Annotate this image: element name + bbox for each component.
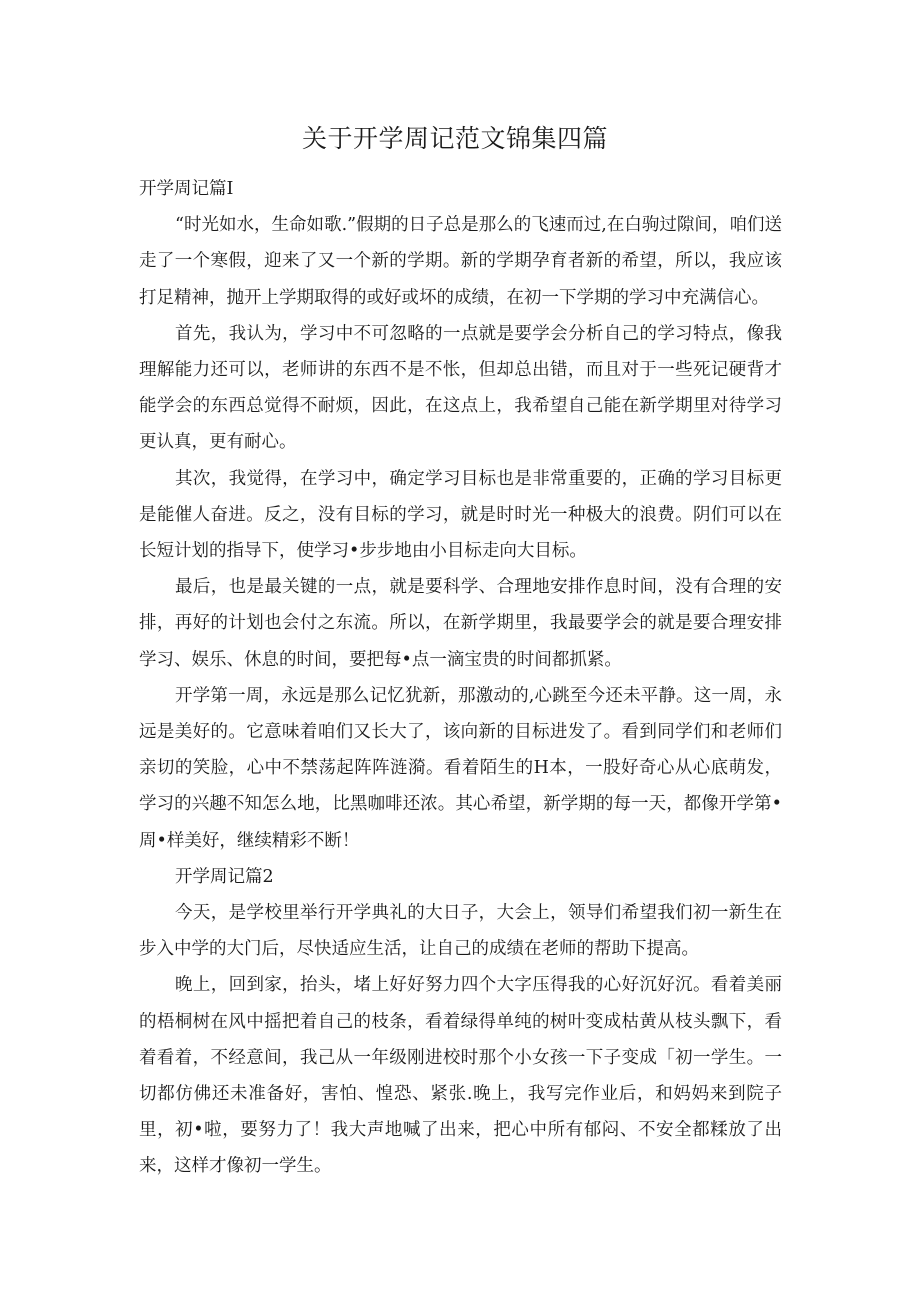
section-heading-1: 开学周记篇I bbox=[139, 179, 234, 199]
paragraph: “时光如水，生命如歌.”假期的日子总是那么的飞速而过,在白驹过隙间，咱们送走了一个寒假，迎来了又一个新的学期。新的学期孕育者新的希望，所以，我应该打足精神，抛开上学期取得的或好或坏的成绩，在初一下学期的学习中充满信心。 bbox=[139, 215, 782, 308]
section-heading-2: 开学周记篇2 bbox=[175, 866, 274, 887]
paragraph: 晚上，回到家，抬头，堵上好好努力四个大字压得我的心好沉好沉。看着美丽的梧桐树在风中摇把着自己的枝条，看着绿得单纯的树叶变成枯黄从枝头飘下，看着看着，不经意间，我己从一年级刚进校时那个小女孩一下子变成「初一学生。一切都仿佛还未准备好，害怕、惶恐、紧张.晚上，我写完作业后，和妈妈来到院子里，初•啦，要努力了！我大声地喊了出来，把心中所有郁闷、不安全都糅放了出来，这样才像初一学生。 bbox=[139, 975, 782, 1177]
paragraph: 其次，我觉得，在学习中，确定学习目标也是非常重要的，正确的学习目标更是能催人奋进。反之，没有目标的学习，就是时时光一种极大的浪费。阴们可以在长短计划的指导下，使学习•步步地由小目标走向大目标。 bbox=[139, 468, 782, 562]
paragraph: 今天，是学校里举行开学典礼的大日子，大会上，领导们希望我们初一新生在步入中学的大门后，尽快适应生活，让自己的成绩在老师的帮助下提高。 bbox=[139, 903, 782, 960]
document-body bbox=[139, 171, 782, 1185]
document-title: 关于开学周记范文锦集四篇 bbox=[301, 124, 608, 153]
paragraph: 开学第一周，永远是那么记忆犹新，那激动的,心跳至今还未平静。这一周，永远是美好的。它意味着咱们又长大了，该向新的目标进发了。看到同学们和老师们亲切的笑脸，心中不禁荡起阵阵涟漪。看着陌生的H本，一股好奇心从心底萌发，学习的兴趣不知怎么地，比黑咖啡还浓。其心希望，新学期的每一天，都像开学第•周•样美好，继续精彩不断！ bbox=[139, 685, 782, 851]
paragraph: 首先，我认为，学习中不可忽略的一点就是要学会分析自己的学习特点，像我理解能力还可以，老师讲的东西不是不怅，但却总出错，而且对于一些死记硬背才能学会的东西总觉得不耐烦，因此，在这点上，我希望自己能在新学期里对待学习更认真，更有耐心。 bbox=[139, 323, 782, 453]
paragraph: 最后，也是最关键的一点，就是要科学、合理地安排作息时间，没有合理的安排，再好的计划也会付之东流。所以，在新学期里，我最要学会的就是要合理安排学习、娱乐、休息的时间，要把每•点一滴宝贵的时间都抓紧。 bbox=[139, 577, 782, 670]
